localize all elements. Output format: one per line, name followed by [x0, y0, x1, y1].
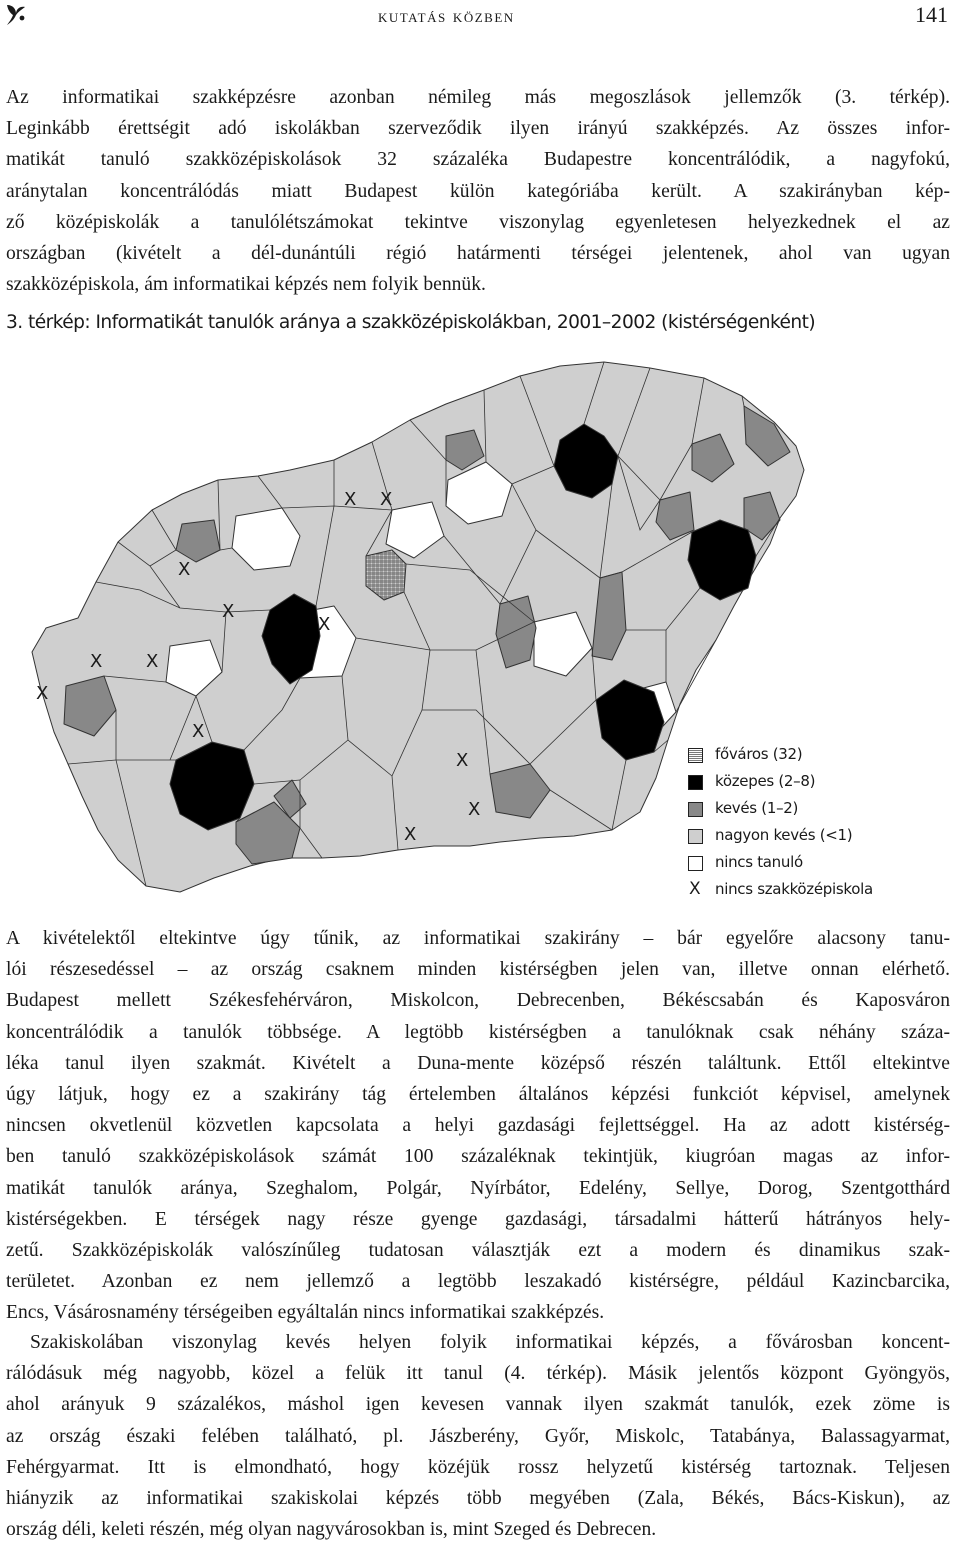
text-line: kistérségekben. E térségek nagy része gyenge gazdasági, társadalmi hátterű hátrányos hely-	[6, 1208, 950, 1230]
text-line: az ország északi felében található, pl. Jászberény, Győr, Miskolc, Tatabánya, Balassagyarmat,	[6, 1425, 950, 1447]
legend-label: nagyon kevés (<1)	[715, 826, 853, 844]
no-school-marker: X	[318, 614, 331, 635]
text-line: A kivételektől eltekintve úgy tűnik, az informatikai szakirány – bár egyelőre alacsony tanu-	[6, 928, 950, 949]
fleuron-icon	[4, 2, 28, 28]
text-line: koncentrálódik a tanulók többsége. A legtöbb kistérségben a tanulóknak csak néhány száza-	[6, 1021, 950, 1043]
legend-item-capital	[688, 742, 958, 769]
text-line: úgy látjuk, hogy ez a szakirány tág értelemben általános képzési funkciót képvisel, amelynek	[6, 1084, 950, 1106]
legend-label: főváros (32)	[715, 745, 803, 763]
capital-swatch	[688, 748, 703, 763]
map-caption: 3. térkép: Informatikát tanulók aránya a szakközépiskolákban, 2001–2002 (kistérségenként)	[6, 312, 816, 333]
no-school-marker: X	[146, 651, 159, 672]
paragraph-1	[6, 82, 950, 300]
running-title: kutatás közben	[378, 6, 515, 27]
text-line	[6, 82, 950, 113]
text-line: ben tanuló szakközépiskolások számát 100 százaléknak tekintjük, kiugróan magas az infor-	[6, 1146, 950, 1168]
text-line: hiányzik az informatikai szakiskolai képzés több megyében (Zala, Békés, Bács-Kiskun), az	[6, 1488, 950, 1510]
legend-item-mid	[688, 769, 958, 796]
no-school-marker: X	[404, 824, 417, 845]
legend-label: kevés (1–2)	[715, 799, 799, 817]
text-line: Szakiskolában viszonylag kevés helyen folyik informatikai képzés, a fővárosban koncent-	[30, 1332, 950, 1353]
text-line: rálódásuk még nagyobb, közel a felük itt tanul (4. térkép). Másik jelentős központ Gyöngyös,	[6, 1363, 950, 1385]
legend-item-none	[688, 850, 958, 877]
text-line: ország déli, keleti részén, még olyan nagyvárosokban is, mint Szeged és Debrecen.	[6, 1519, 657, 1541]
paragraph-3	[6, 1327, 950, 1545]
veryfew-swatch	[688, 829, 703, 844]
legend-item-few	[688, 796, 958, 823]
text-line: léka tanul ilyen szakmát. Kivételt a Duna-mente középső részén találtunk. Ettől eltekintve	[6, 1052, 950, 1074]
text-line: aránytalan koncentrálódás miatt Budapest külön kategóriába került. A szakirányban kép-	[6, 180, 950, 202]
legend-item-veryfew	[688, 823, 958, 850]
legend-label: közepes (2–8)	[715, 772, 816, 790]
no-school-marker: X	[222, 601, 235, 622]
no-school-marker: X	[468, 799, 481, 820]
text-line: Fehérgyarmat. Itt is elmondható, hogy közéjük rossz helyzetű kistérség tartoznak. Teljesen	[6, 1456, 950, 1478]
legend-label: nincs tanuló	[715, 853, 803, 871]
page-header	[0, 0, 960, 40]
text-line: Leginkább érettségit adó iskolákban szerveződik ilyen irányú szakképzés. Az összes infor-	[6, 118, 950, 140]
text-line: matikát tanuló szakközépiskolások 32 százaléka Budapestre koncentrálódik, a nagyfokú,	[6, 149, 950, 171]
text-line: lói részesedéssel – az ország csaknem minden kistérségben jelen van, illetve onnan elérhető.	[6, 959, 950, 981]
no-school-marker: X	[90, 651, 103, 672]
text-line: országban (kivételt a dél-dunántúli régió határmenti térségei jelentenek, ahol van ugyan	[6, 243, 950, 265]
mid-swatch	[688, 775, 703, 790]
no-school-marker: X	[456, 750, 469, 771]
x-mark-icon: X	[689, 879, 701, 899]
text-line: matikát tanulók aránya, Szeghalom, Polgár, Nyírbátor, Edelény, Sellye, Dorog, Szentgotthárd	[6, 1177, 950, 1199]
text-line: ző középiskolák a tanulólétszámokat tekintve viszonylag egyenletesen helyezkednek el az	[6, 211, 950, 233]
no-school-marker: X	[344, 489, 357, 510]
map-legend	[688, 742, 958, 904]
text-line: Encs, Vásárosnamény térségeiben egyáltalán nincs informatikai szakképzés.	[6, 1302, 605, 1324]
legend-label: nincs szakközépiskola	[715, 880, 873, 898]
legend-item-noschool	[688, 877, 958, 904]
text-line: területet. Azonban ez nem jellemző a legtöbb leszakadó kistérségre, például Kazincbarcika,	[6, 1271, 950, 1293]
text-line: szakközépiskola, ám informatikai képzés nem folyik bennük.	[6, 274, 486, 296]
text-line-content: Az informatikai szakképzésre azonban némileg más megoszlások jellemzők (3. térkép).	[6, 87, 950, 108]
text-line: ahol arányuk 9 százalékos, máshol igen kevesen vannak ilyen szakmát tanulók, ezek zöme is	[6, 1394, 950, 1416]
text-line: zetű. Szakközépiskolák valószínűleg tudatosan választják ezt a modern és dinamikus szak-	[6, 1240, 950, 1262]
no-school-marker: X	[178, 559, 191, 580]
none-swatch	[688, 856, 703, 871]
few-swatch	[688, 802, 703, 817]
text-line: nincsen okvetlenül közvetlen kapcsolata a helyi gazdasági fejlettséggel. Ha az adott kistérség-	[6, 1115, 950, 1137]
page-number: 141	[915, 2, 948, 27]
no-school-marker: X	[192, 721, 205, 742]
text-line: Budapest mellett Székesfehérváron, Miskolcon, Debrecenben, Békéscsabán és Kaposváron	[6, 990, 950, 1012]
paragraph-2	[6, 923, 950, 1329]
no-school-marker: X	[36, 683, 49, 704]
no-school-marker: X	[380, 489, 393, 510]
